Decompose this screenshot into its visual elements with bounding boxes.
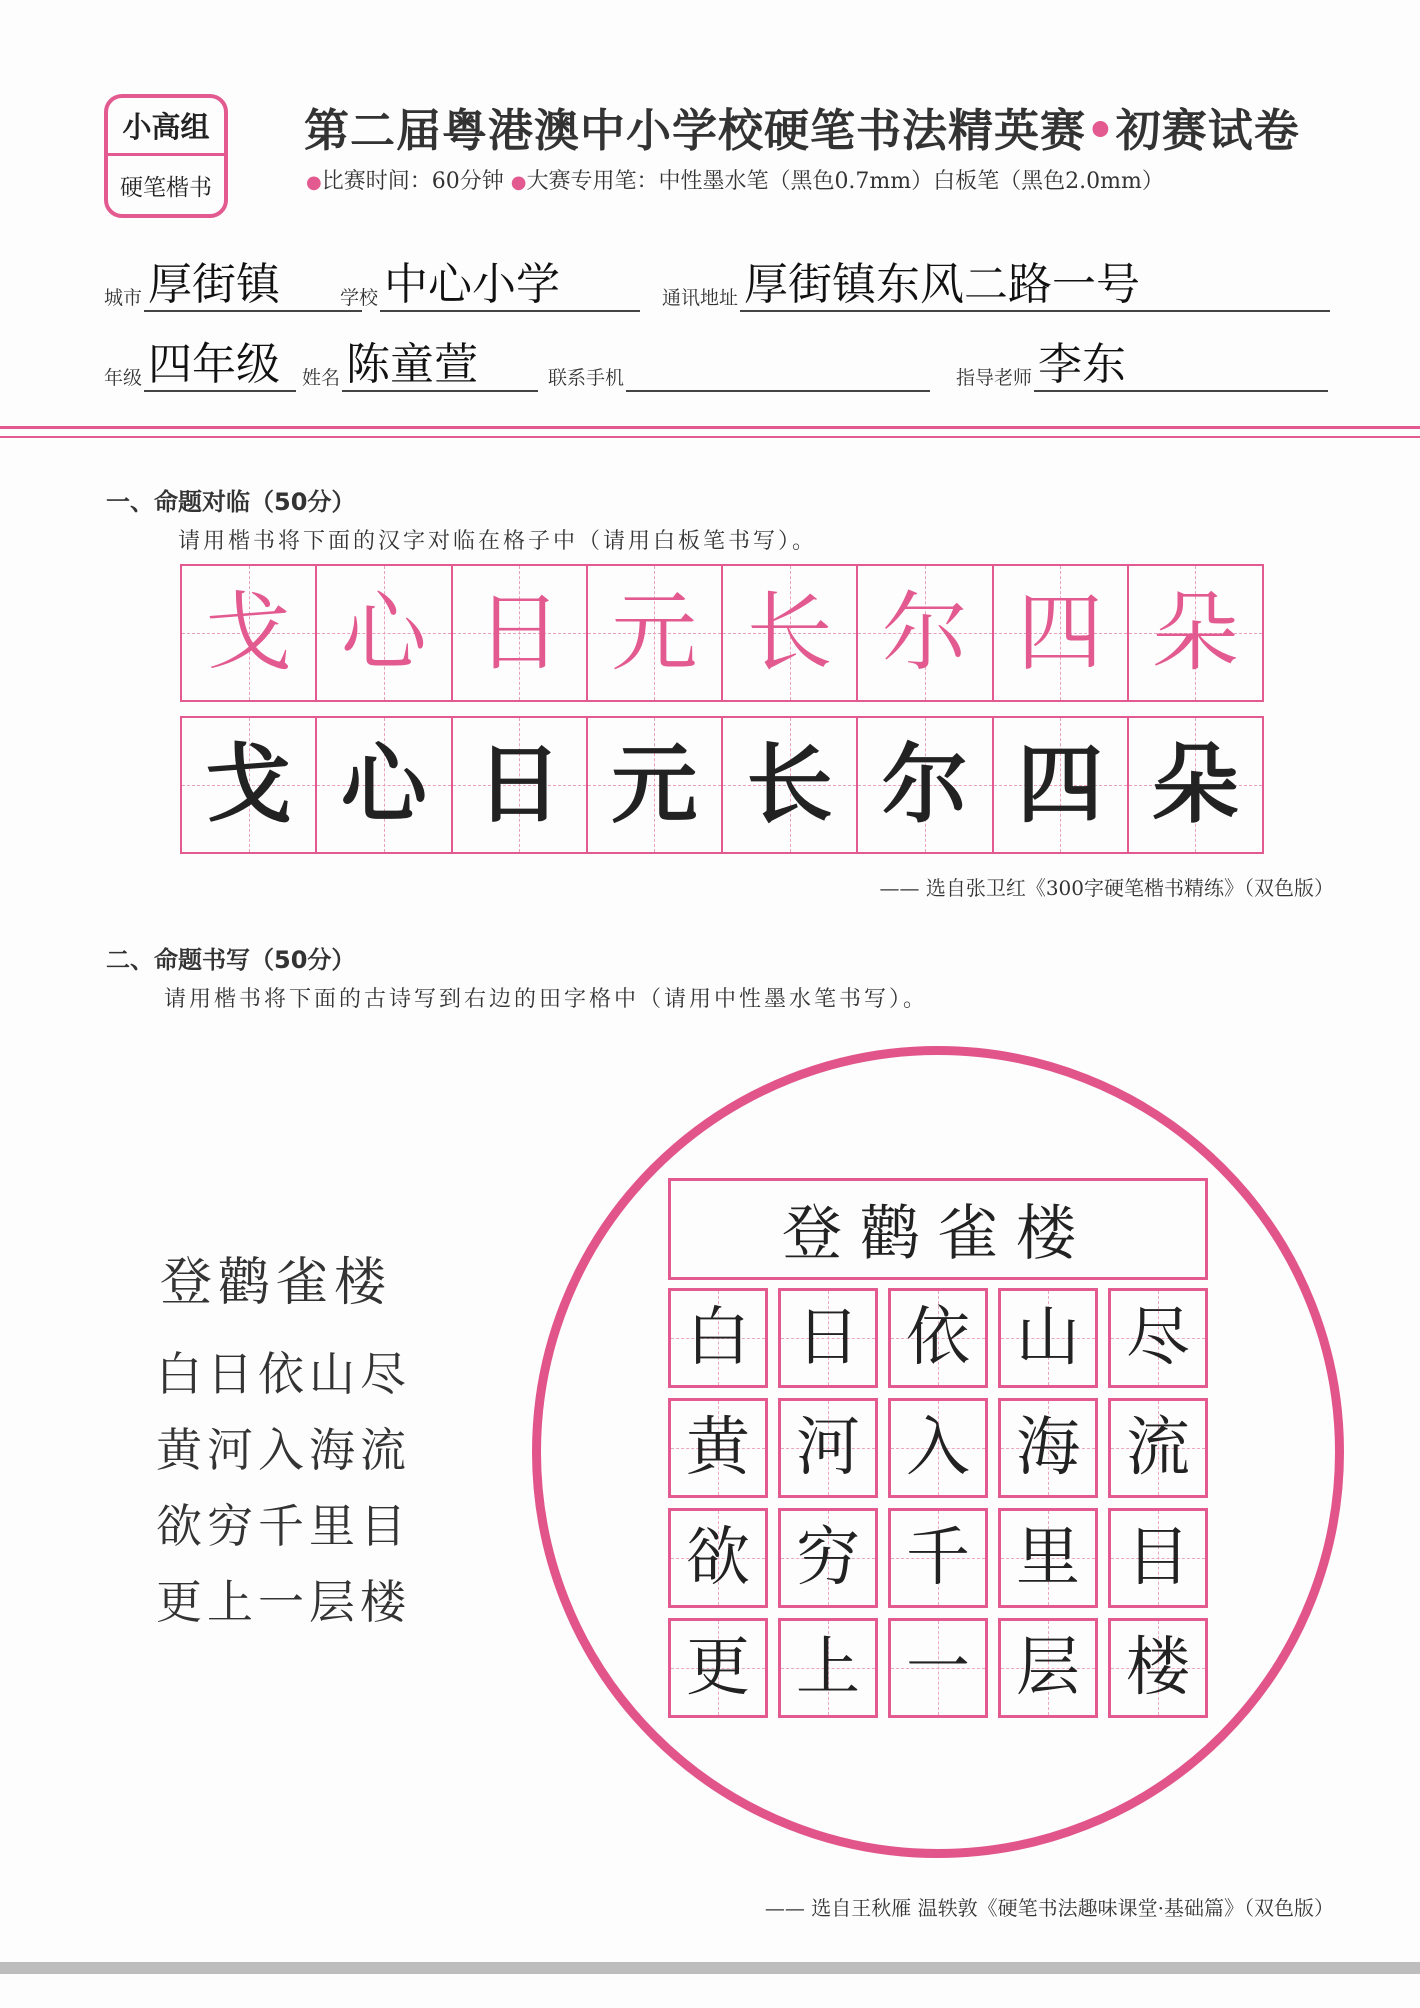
grid-cell[interactable]: [778, 1618, 878, 1718]
header-divider: [0, 426, 1420, 429]
model-cell: [317, 566, 452, 700]
copy-char: 心: [340, 734, 427, 835]
section2-source: —— 选自王秋雁 温轶敦《硬笔书法趣味课堂·基础篇》（双色版）: [764, 1896, 1334, 1920]
model-cell: [453, 566, 588, 700]
poem-title: 登鹳雀楼: [160, 1253, 393, 1313]
name-field: [302, 338, 538, 392]
title-dot: •: [1086, 104, 1116, 157]
section2-desc: 请用楷书将下面的古诗写到右边的田字格中（请用中性墨水笔书写）。: [164, 987, 929, 1012]
written-char: 入: [906, 1411, 970, 1485]
written-char: 黄: [686, 1411, 750, 1485]
model-char-row: [180, 564, 1264, 702]
model-char: 戈: [205, 583, 292, 683]
model-cell: [994, 566, 1129, 700]
copy-char: 朵: [1152, 734, 1239, 835]
name-label: 姓名: [302, 367, 341, 389]
copy-cell[interactable]: [858, 718, 993, 852]
badge-category-label: 硬笔楷书: [120, 174, 212, 201]
grid-cell[interactable]: [998, 1618, 1098, 1718]
copy-cell[interactable]: [182, 718, 317, 852]
city-input[interactable]: 厚街镇: [144, 258, 362, 312]
teacher-label: 指导老师: [956, 367, 1033, 389]
poem-line: 欲穷千里目: [156, 1499, 411, 1553]
written-char: 海: [1016, 1411, 1080, 1485]
written-char: 楼: [1126, 1631, 1190, 1705]
subtitle-time: 比赛时间：60分钟: [321, 169, 504, 194]
copy-char: 日: [476, 734, 563, 835]
copy-cell[interactable]: [453, 718, 588, 852]
phone-label: 联系手机: [548, 367, 625, 389]
model-char: 长: [746, 583, 833, 683]
section1-desc: 请用楷书将下面的汉字对临在格子中（请用白板笔书写）。: [178, 529, 818, 554]
school-input[interactable]: 中心小学: [380, 258, 640, 312]
school-label: 学校: [340, 287, 379, 309]
city-field: [104, 258, 362, 312]
written-char: 山: [1016, 1301, 1080, 1375]
grid-cell[interactable]: [998, 1288, 1098, 1388]
grid-cell[interactable]: [888, 1508, 988, 1608]
phone-input[interactable]: [626, 338, 930, 392]
address-input[interactable]: 厚街镇东风二路一号: [740, 258, 1330, 312]
section2-title: 二、命题书写（50分）: [106, 946, 356, 974]
grid-cell[interactable]: [888, 1398, 988, 1498]
written-char: 更: [686, 1631, 750, 1705]
written-poem-title[interactable]: 登鹳雀楼: [668, 1178, 1208, 1280]
written-char: 一: [906, 1631, 970, 1705]
written-char: 尽: [1126, 1301, 1190, 1375]
grid-cell[interactable]: [1108, 1288, 1208, 1388]
written-char: 依: [906, 1301, 970, 1375]
written-char: 河: [796, 1411, 860, 1485]
grid-cell[interactable]: [888, 1618, 988, 1718]
model-char: 元: [611, 583, 698, 683]
teacher-field: [956, 338, 1328, 392]
model-char: 四: [1017, 583, 1104, 683]
copy-cell[interactable]: [1129, 718, 1262, 852]
bullet-icon: ●: [510, 172, 527, 193]
copy-char: 戈: [205, 734, 292, 835]
copy-char-row: [180, 716, 1264, 854]
poem-line: 黄河入海流: [156, 1423, 411, 1477]
grid-cell[interactable]: [1108, 1618, 1208, 1718]
section1-source: —— 选自张卫红《300字硬笔楷书精练》（双色版）: [879, 876, 1334, 900]
copy-char: 长: [746, 734, 833, 835]
grid-cell[interactable]: [998, 1508, 1098, 1608]
title-tail: 初赛试卷: [1115, 104, 1300, 157]
model-cell: [1129, 566, 1262, 700]
model-char: 尔: [881, 583, 968, 683]
copy-cell[interactable]: [588, 718, 723, 852]
grid-cell[interactable]: [668, 1508, 768, 1608]
written-char: 日: [796, 1301, 860, 1375]
grid-cell[interactable]: [668, 1398, 768, 1498]
grid-cell[interactable]: [1108, 1398, 1208, 1498]
grade-field: [104, 338, 296, 392]
written-char: 目: [1126, 1521, 1190, 1595]
title-main: 第二届粤港澳中小学校硬笔书法精英赛: [304, 104, 1087, 157]
grid-cell[interactable]: [1108, 1508, 1208, 1608]
poem-line: 白日依山尽: [156, 1347, 411, 1401]
written-char: 层: [1016, 1631, 1080, 1705]
model-char: 日: [476, 583, 563, 683]
page-bottom-edge: [0, 1962, 1420, 1974]
grid-cell[interactable]: [778, 1288, 878, 1388]
grid-cell[interactable]: [778, 1508, 878, 1608]
tianzige-grid: [668, 1288, 1208, 1718]
grade-input[interactable]: 四年级: [144, 338, 296, 392]
copy-cell[interactable]: [723, 718, 858, 852]
written-char: 流: [1126, 1411, 1190, 1485]
school-field: [340, 258, 640, 312]
written-char: 里: [1016, 1521, 1080, 1595]
written-char: 千: [906, 1521, 970, 1595]
grid-cell[interactable]: [778, 1398, 878, 1498]
grid-cell[interactable]: [998, 1398, 1098, 1498]
model-char: 朵: [1152, 583, 1239, 683]
written-char: 穷: [796, 1521, 860, 1595]
grid-cell[interactable]: [668, 1288, 768, 1388]
section1-title: 一、命题对临（50分）: [106, 488, 356, 516]
model-cell: [182, 566, 317, 700]
group-badge: [104, 94, 228, 218]
badge-group-label: 小高组: [108, 98, 224, 156]
header-divider-thin: [0, 436, 1420, 438]
bullet-icon: ●: [306, 172, 322, 193]
grid-cell[interactable]: [668, 1618, 768, 1718]
address-label: 通讯地址: [662, 287, 739, 309]
phone-field: [548, 338, 930, 392]
written-char: 上: [796, 1631, 860, 1705]
model-cell: [588, 566, 723, 700]
grid-cell[interactable]: [888, 1288, 988, 1388]
written-char: 白: [686, 1301, 750, 1375]
address-field: [662, 258, 1330, 312]
model-cell: [858, 566, 993, 700]
written-char: 欲: [686, 1521, 750, 1595]
grade-label: 年级: [104, 367, 143, 389]
teacher-input[interactable]: 李东: [1034, 338, 1328, 392]
name-input[interactable]: 陈童萱: [342, 338, 538, 392]
copy-char: 尔: [881, 734, 968, 835]
model-cell: [723, 566, 858, 700]
poem-line: 更上一层楼: [156, 1575, 411, 1629]
copy-cell[interactable]: [994, 718, 1129, 852]
copy-char: 元: [611, 734, 698, 835]
page-title: [304, 94, 1300, 159]
model-char: 心: [340, 583, 427, 683]
copy-char: 四: [1017, 734, 1104, 835]
page-subtitle: [306, 164, 1164, 195]
city-label: 城市: [104, 287, 143, 309]
subtitle-pens: 大赛专用笔：中性墨水笔（黑色0.7mm）白板笔（黑色2.0mm）: [526, 169, 1164, 194]
copy-cell[interactable]: [317, 718, 452, 852]
